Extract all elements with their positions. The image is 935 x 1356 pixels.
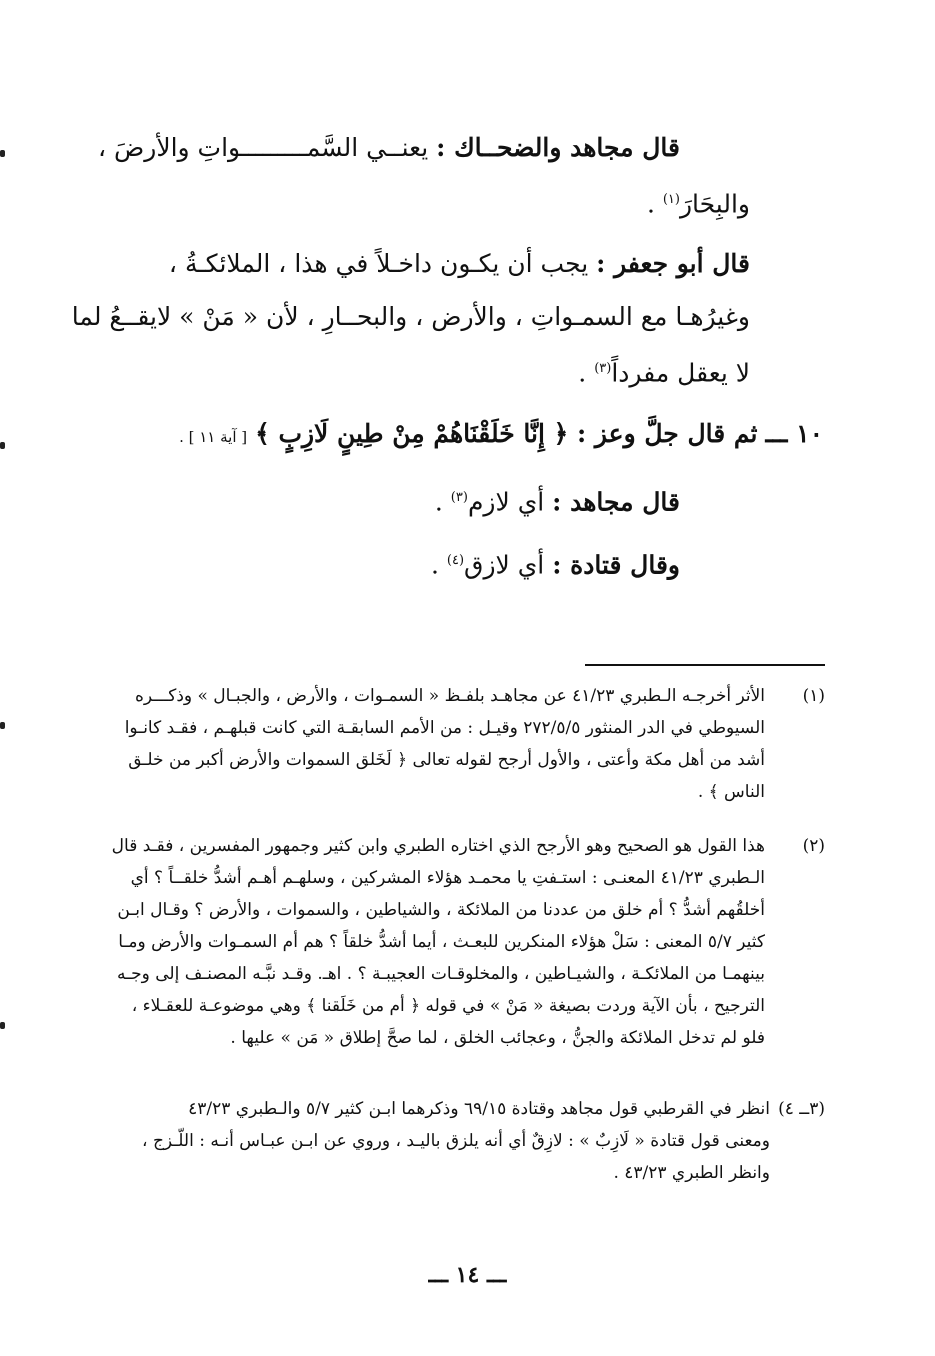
aya-reference: [ آية ١١ ] . [179,428,248,446]
paragraph-5 [431,541,680,585]
footnote-body [80,1093,770,1189]
page-number: ـــ ١٤ ـــ [428,1262,507,1288]
punctuation: . [646,189,655,219]
speaker-mujahid-dahhak: قال مجاهد والضحــاك : [436,133,680,162]
footnote-ref: (٤) [446,553,465,568]
footnote-line: الترجيح ، بأن الآية وردت بصيغة « مَنْ » في قوله ﴿ أم من خَلَقنا ﴾ وهي موضوعـة للعقـلاء ، [131,996,765,1016]
footnote-number: (٣ــ ٤) [778,1099,825,1119]
footnote-line: كثير ٥/٧ المعنى : سَلْ هؤلاء المنكرين للبعـث ، أيما أشدُّ خلقاً ؟ هم أم السمـوات والأرض ومـا [118,932,765,952]
punctuation: . [578,358,587,388]
paragraph-2-line-1 [169,244,750,284]
item-number: ١٠ ـــ [765,419,823,448]
footnote-line: الأثر أخرجـه الـطبري ٤١/٢٣ عن مجاهـد بلفـظ « السمـوات ، والأرض ، والجبـال » وذكـــره [135,686,765,706]
paragraph-text: لا يعقل مفرداً [611,358,750,388]
footnote-ref: (١) [662,192,680,207]
footnote-line: ومعنى قول قتادة « لَازِبٌ » : لازِقٌ أي أنه يلزق باليـد ، وروي عن ابـن عبـاس أنـه : اللّـزج ، [142,1131,770,1151]
margin-mark [0,442,5,449]
paragraph-text: أي لازق [464,550,545,580]
paragraph-text: والبِحَارَ [679,189,750,219]
speaker-qatada: وقال قتادة : [552,550,680,580]
footnote-ref: (٣) [594,361,612,376]
footnote-1 [80,680,825,808]
speaker-abu-jafar: قال أبو جعفر : [596,249,750,278]
footnote-3-4 [80,1093,825,1189]
footnote-line: أخلقُهم أشدُّ ؟ أم خلق من عددنا من الملائكة ، والشياطين ، والسموات ، والأرض ؟ وقـال ابـن [117,900,765,920]
footnote-line: الناس ﴾ . [697,782,765,802]
footnote-number: (١) [802,686,825,706]
verse-text: ثم قال جلَّ وعز : ﴿ إِنَّا خَلَقْنَاهُمْ مِنْ طِينٍ لَازِبٍ ﴾ [255,419,758,448]
paragraph-4 [435,478,680,522]
paragraph-2-line-3 [578,349,750,393]
footnote-line: أشد من أهل مكة وأعتى ، والأول أرجح لقوله تعالى ﴿ لَخَلق السموات والأرض أكبر من خلـق [128,750,765,770]
margin-mark [0,1022,5,1029]
footnote-line: انظر في القرطبي قول مجاهد وقتادة ٦٩/١٥ وذكرهما ابـن كثير ٥/٧ والـطبري ٤٣/٢٣ [188,1099,770,1119]
footnote-line: السيوطي في الدر المنثور ٢٧٢/٥/٥ وقيـل : من الأمم السابقـة التي كانت قبلهـم ، فقـد كانـوا [124,718,765,738]
footnote-body [80,680,765,808]
footnote-ref: (٣) [450,490,468,505]
paragraph-text: يجب أن يكـون داخـلاً في هذا ، الملائكـةُ ، [168,249,589,278]
margin-mark [0,722,5,729]
paragraph-text: وغيرُهـا مع السمـواتِ ، والأرض ، والبحــارِ ، لأن « مَنْ » لايقــعُ لما [71,302,750,331]
speaker-mujahid: قال مجاهد : [552,487,680,517]
paragraph-1-line-2 [647,180,750,224]
paragraph-text: أي لازم [467,487,545,517]
verse-line [179,414,823,457]
footnote-body [80,830,765,1054]
footnote-number: (٢) [802,836,825,856]
footnote-line: الـطبري ٤١/٢٣ المعنـى : استـفتِ يا محمـد هؤلاء المشركين ، وسلهـم أهـم أشدُّ خلقــاً ؟ أي [130,868,765,888]
paragraph-2-line-2 [72,297,750,337]
footnote-line: فلو لم تدخل الملائكة والجنُّ ، وعجائب الخلق ، لما صحَّ إطلاق « مَن » عليها . [230,1028,765,1048]
footnote-line: هذا القول هو الصحيح وهو الأرجح الذي اختاره الطبري وابن كثير وجمهور المفسرين ، فقـد قال [111,836,765,856]
paragraph-text: يعنــي السَّمـــــــــواتِ والأرضَ ، [98,133,429,162]
footnote-line: بينهمـا من الملائكـة ، والشيـاطين ، والمخلوقـات العجيبـة ؟ . اهـ. وقـد نبَّـه المصنـف إلى وجـه [117,964,765,984]
footnote-2 [80,830,825,1054]
margin-mark [0,150,5,157]
footnote-line: وانظر الطبري ٤٣/٢٣ . [613,1163,770,1183]
punctuation: . [434,487,443,517]
footnote-divider [585,664,825,666]
punctuation: . [431,550,439,580]
paragraph-1-line-1 [98,128,680,168]
